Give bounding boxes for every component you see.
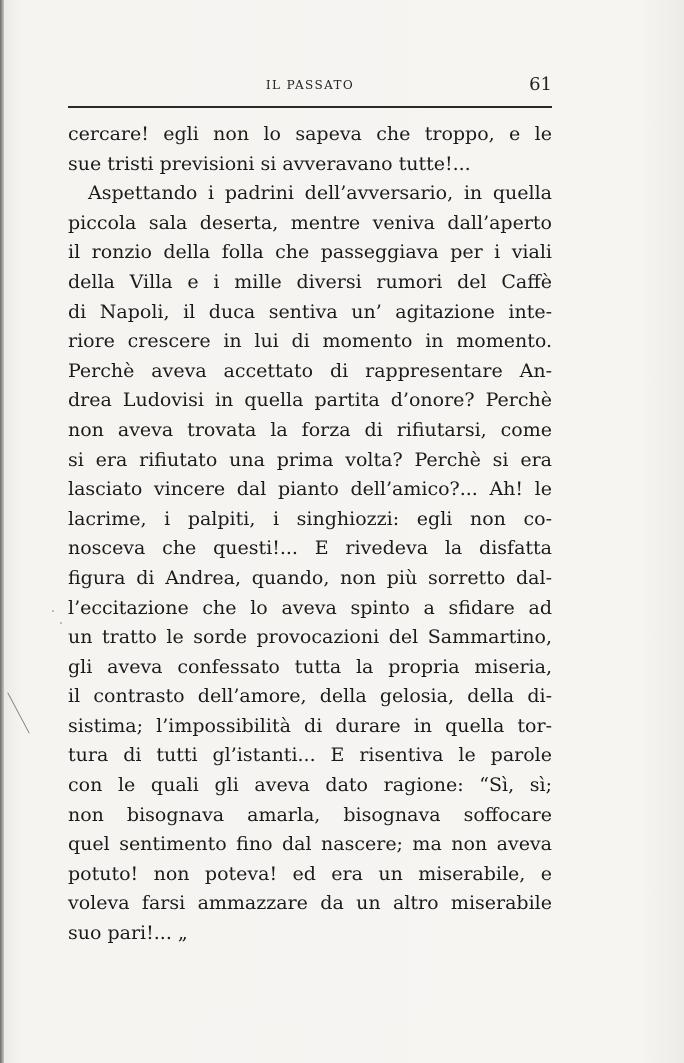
text-line: cercare! egli non lo sapeva che troppo, e le [68,123,552,145]
text-line: voleva farsi ammazzare da un altro miserabile [68,892,552,915]
text-line: piccola sala deserta, mentre veniva dall’aperto [68,211,552,234]
text-line: Perchè aveva accettato di rappresentare An- [68,359,552,382]
text-line: riore crescere in lui di momento in momento. [68,330,552,353]
text-line: di Napoli, il duca sentiva un’ agitazione inte- [68,300,552,323]
text-line: tura di tutti gl’istanti... E risentiva le parole [68,744,552,767]
text-line: sistima; l’impossibilità di durare in quella tor- [68,714,552,737]
text-line: quel sentimento fino dal nascere; ma non aveva [68,833,552,856]
text-line: Aspettando i padrini dell’avversario, in quella [88,182,552,205]
body-text [68,120,552,949]
text-line: si era rifiutato una prima volta? Perchè si era [68,448,552,471]
text-line: l’eccitazione che lo aveva spinto a sfidare ad [68,596,552,619]
text-line: non aveva trovata la forza di rifiutarsi, come [68,418,552,441]
running-title: IL PASSATO [265,78,355,92]
scan-speck [52,610,54,612]
text-line: figura di Andrea, quando, non più sorretto dal- [68,566,552,589]
header-rule [68,106,552,108]
text-line: un tratto le sorde provocazioni del Sammartino, [68,626,552,649]
text-line: il ronzio della folla che passeggiava per i viali [68,241,552,264]
text-line: lacrime, i palpiti, i singhiozzi: egli non co- [68,507,552,530]
text-line: drea Ludovisi in quella partita d’onore? Perchè [68,389,552,412]
text-line: gli aveva confessato tutta la propria miseria, [68,655,552,678]
text-line: non bisognava amarla, bisognava soffocare [68,803,552,826]
scan-speck [60,622,62,624]
text-line: con le quali gli aveva dato ragione: “Sì, sì; [68,774,552,797]
page-spine-edge [0,0,4,1063]
text-line: lasciato vincere dal pianto dell’amico?... Ah! le [68,478,552,501]
text-line: della Villa e i mille diversi rumori del Caffè [68,270,552,293]
page-header [68,72,552,102]
text-line: il contrasto dell’amore, della gelosia, della di- [68,685,552,708]
text-line: suo pari!... „ [68,922,188,945]
text-line: sue tristi previsioni si avveravano tutte!... [68,152,471,175]
text-line: nosceva che questi!... E rivedeva la disfatta [68,537,552,560]
page-number: 61 [529,74,552,95]
text-line: potuto! non poteva! ed era un miserabile, e [68,862,552,885]
scan-scratch-mark [7,692,29,733]
